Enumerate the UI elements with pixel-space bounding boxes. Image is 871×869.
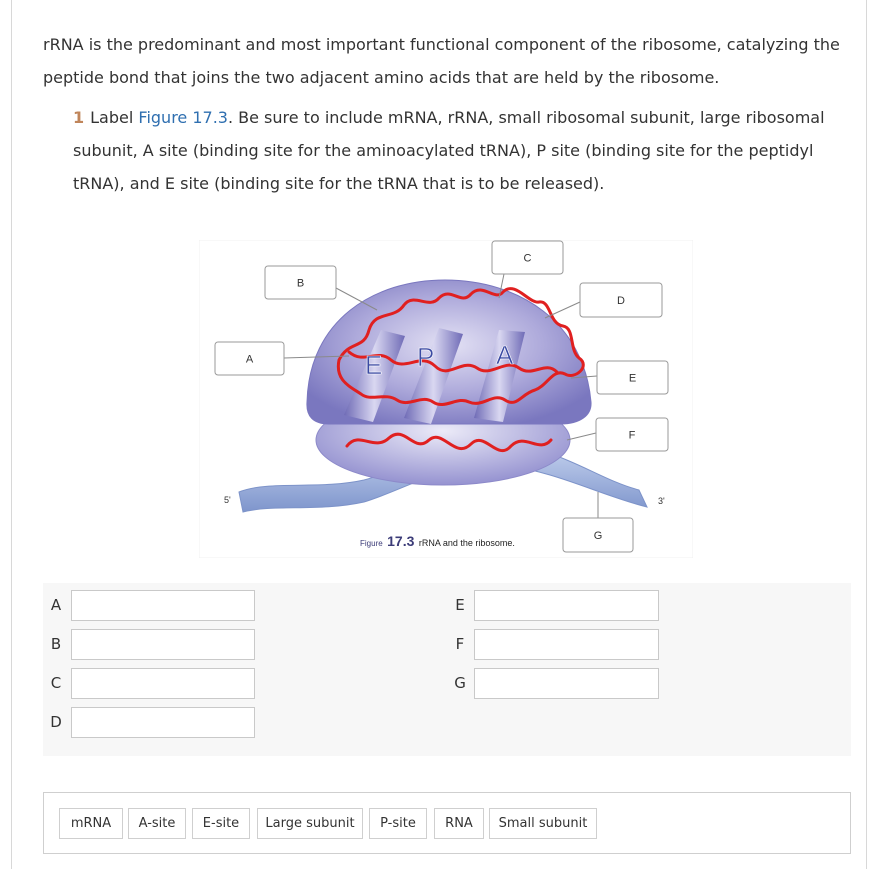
ribosome-figure [199,240,693,558]
site-label-p: P [417,342,435,372]
callout-label-b: B [296,277,305,290]
drop-zone-g[interactable] [474,668,659,699]
drop-zone-d[interactable] [71,707,255,738]
ribosome-diagram [199,240,693,558]
word-chip-p-site[interactable]: P-site [369,808,427,839]
callout-label-d: D [617,295,625,307]
word-chip-mrna[interactable]: mRNA [59,808,123,839]
question-number: 1 [73,108,85,127]
figure-caption-text: rRNA and the ribosome. [418,538,515,548]
callout-label-c: C [523,252,532,265]
word-chip-rna[interactable]: RNA [434,808,484,839]
answer-label-d: D [50,713,62,731]
intro-text: rRNA is the predominant and most important functional component of the ribosome, catalyzing the peptide bond that joins the two adjacent amino acids that are held by the ribosome. [43,35,840,87]
five-prime-label: 5' [224,495,231,505]
word-chip-small-subunit[interactable]: Small subunit [489,808,597,839]
answer-panel [43,583,851,756]
drop-zone-b[interactable] [71,629,255,660]
site-label-e: E [365,350,383,380]
three-prime-label: 3' [658,496,665,506]
word-chip-e-site[interactable]: E-site [192,808,250,839]
word-bank [43,792,851,854]
site-label-a: A [496,340,514,370]
figure-link[interactable]: Figure 17.3 [138,108,228,127]
drop-zone-f[interactable] [474,629,659,660]
callout-label-g: G [593,530,603,542]
answer-label-e: E [455,596,465,614]
drop-zone-a[interactable] [71,590,255,621]
question-prefix: Label [90,108,134,127]
question-text [73,101,853,200]
callout-label-f: F [628,429,636,442]
question-body: . Be sure to include mRNA, rRNA, small ribosomal subunit, large ribosomal subunit, A site (binding site for the aminoacylated tRNA), P site (binding site for the peptidyl tRNA), and E site (binding site for the tRNA that is to be released). [73,108,825,193]
callout-label-a: A [245,353,254,366]
drop-zone-e[interactable] [474,590,659,621]
answer-label-c: C [50,674,62,692]
word-chip-a-site[interactable]: A-site [128,808,186,839]
answer-label-b: B [50,635,62,653]
callout-label-e: E [628,372,637,385]
figure-caption-number: 17.3 [387,533,415,549]
answer-label-a: A [50,596,62,614]
answer-label-g: G [454,674,466,692]
drop-zone-c[interactable] [71,668,255,699]
answer-label-f: F [455,635,465,653]
figure-caption-prefix: Figure [360,539,383,548]
word-chip-large-subunit[interactable]: Large subunit [257,808,363,839]
